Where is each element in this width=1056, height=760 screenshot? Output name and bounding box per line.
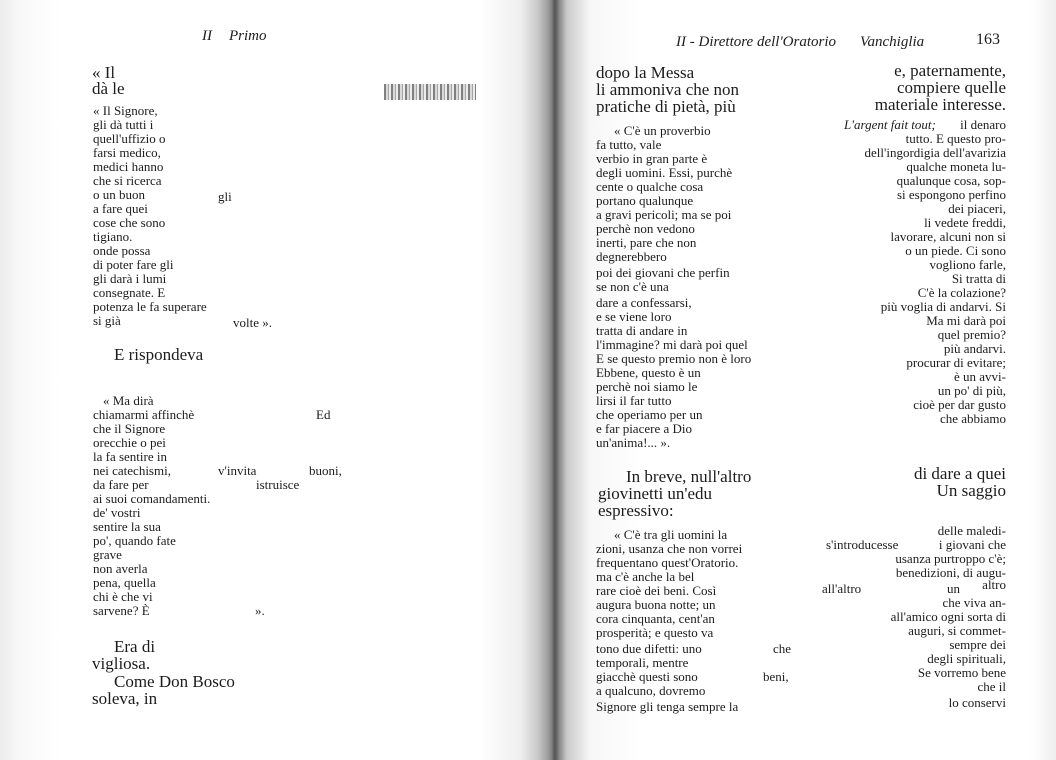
text-line: chiamarmi affinchè	[93, 407, 195, 422]
text-line: o un buon	[93, 187, 145, 202]
text-line: perchè noi siamo le	[596, 379, 698, 394]
text-line: istruisce	[256, 477, 300, 492]
text-line: E se questo premio non è loro	[596, 351, 752, 366]
text-line: dà le	[92, 79, 125, 98]
text-line: dei piaceri,	[948, 201, 1006, 216]
text-line: ai suoi comandamenti.	[93, 491, 211, 506]
text-line: degli uomini. Essi, purchè	[596, 165, 733, 180]
text-line: o un piede. Ci sono	[905, 243, 1006, 258]
text-line: « Ma dirà	[103, 393, 154, 408]
text-line: l'immagine? mi darà poi quel	[596, 337, 748, 352]
text-line: lo conservi	[948, 695, 1006, 710]
text-line: pena, quella	[93, 575, 156, 590]
text-line: In breve, null'altro	[626, 467, 752, 486]
text-line: sempre dei	[949, 637, 1006, 652]
text-line: a qualcuno, dovremo	[596, 683, 706, 698]
text-line: Si tratta di	[951, 271, 1006, 286]
text-line: di poter fare gli	[93, 257, 174, 272]
text-line: che operiamo per un	[596, 407, 703, 422]
text-line: farsi medico,	[93, 145, 161, 160]
text-line: vigliosa.	[92, 654, 151, 673]
italic-phrase: L'argent fait tout;	[844, 117, 936, 132]
text-line: gli darà i lumi	[93, 271, 167, 286]
text-line: che	[773, 641, 792, 656]
text-line: usanza purtroppo c'è;	[895, 551, 1006, 566]
text-line: compiere quelle	[896, 78, 1006, 97]
text-line: tutto. E questo pro-	[905, 131, 1006, 146]
text-line: gli	[218, 189, 232, 204]
text-line: un po' di più,	[937, 383, 1006, 398]
text-line: ma c'è anche la bel	[596, 569, 695, 584]
text-line: vogliono farle,	[929, 257, 1006, 272]
text-line: Come Don Bosco	[114, 672, 235, 691]
text-line: degli spirituali,	[927, 651, 1006, 666]
text-line: quel premio?	[937, 327, 1006, 342]
text-line: Ma mi darà poi	[926, 313, 1006, 328]
text-line: li ammoniva che non	[596, 80, 740, 99]
text-line: più voglia di andarvi. Si	[880, 299, 1006, 314]
text-line: medici hanno	[93, 159, 164, 174]
text-line: non averla	[93, 561, 148, 576]
text-line: po', quando fate	[93, 533, 176, 548]
text-line: « C'è un proverbio	[614, 123, 711, 138]
text-line: lavorare, alcuni non si	[890, 229, 1006, 244]
text-line: inerti, pare che non	[596, 235, 697, 250]
text-line: E rispondeva	[114, 345, 204, 364]
text-line: auguri, si commet-	[908, 623, 1006, 638]
text-line: prosperità; e questo va	[596, 625, 714, 640]
text-line: C'è la colazione?	[917, 285, 1006, 300]
text-line: « Il	[92, 63, 116, 82]
text-line: e se viene loro	[596, 309, 672, 324]
text-line: a fare quei	[93, 201, 148, 216]
text-line: soleva, in	[92, 689, 158, 708]
text-line: che il Signore	[93, 421, 166, 436]
text-line: che abbiamo	[939, 411, 1006, 426]
text-line: nei catechismi,	[93, 463, 171, 478]
text-line: cose che sono	[93, 215, 166, 230]
text-line: a gravi pericoli; ma se poi	[596, 207, 732, 222]
text-line: Se vorremo bene	[917, 665, 1006, 680]
text-line: un'anima!... ».	[596, 435, 671, 450]
text-line: quell'uffizio o	[93, 131, 166, 146]
text-line: tigiano.	[93, 229, 133, 244]
text-line: è un avvi-	[954, 369, 1006, 384]
text-line: tono due difetti: uno	[596, 641, 702, 656]
text-line: più andarvi.	[943, 341, 1006, 356]
text-line: dopo la Messa	[596, 63, 695, 82]
text-line: « Il Signore,	[93, 103, 158, 118]
text-line: qualunque cosa, sop-	[896, 173, 1006, 188]
text-line: cente o qualche cosa	[596, 179, 704, 194]
text-line: cora cinquanta, cent'an	[596, 611, 715, 626]
text-line: verbio in gran parte è	[596, 151, 708, 166]
text-line: consegnate. E	[93, 285, 166, 300]
text-line: volte ».	[233, 315, 272, 330]
text-line: « C'è tra gli uomini la	[614, 527, 728, 542]
text-line: all'amico ogni sorta di	[890, 609, 1006, 624]
running-head-chapter: II - Direttore dell'Oratorio	[676, 34, 836, 50]
text-line: e, paternamente,	[894, 61, 1006, 80]
text-line: giacchè questi sono	[596, 669, 698, 684]
text-line: augura buona notte; un	[596, 597, 716, 612]
text-line: all'altro	[822, 581, 862, 596]
text-line: giovinetti un'edu	[598, 484, 713, 503]
text-line: orecchie o pei	[93, 435, 166, 450]
text-line: procurar di evitare;	[906, 355, 1006, 370]
text-line: li vedete freddi,	[924, 215, 1006, 230]
text-line: beni,	[763, 669, 789, 684]
text-line: che viva an-	[942, 595, 1006, 610]
text-line: un	[947, 581, 960, 596]
text-line: Ebbene, questo è un	[596, 365, 701, 380]
text-line: zioni, usanza che non vorrei	[596, 541, 743, 556]
text-line: poi dei giovani che perfin	[596, 265, 730, 280]
text-line: frequentano quest'Oratorio.	[596, 555, 739, 570]
text-line: dell'ingordigia dell'avarizia	[864, 145, 1006, 160]
text-line: degnerebbero	[596, 249, 667, 264]
text-line: cioè per dar gusto	[913, 397, 1006, 412]
text-line: chi è che vi	[93, 589, 153, 604]
text-line: si già	[93, 313, 121, 328]
text-line: ».	[255, 603, 265, 618]
text-line: delle maledi-	[937, 523, 1006, 538]
text-line: che si ricerca	[93, 173, 162, 188]
text-line: se non c'è una	[596, 279, 669, 294]
text-line: onde possa	[93, 243, 151, 258]
text-line: lirsi il far tutto	[596, 393, 672, 408]
text-line: sentire la sua	[93, 519, 161, 534]
text-line: e far piacere a Dio	[596, 421, 692, 436]
text-line: Un saggio	[936, 481, 1006, 500]
text-line: da fare per	[93, 477, 149, 492]
text-line: s'introducesse	[826, 537, 899, 552]
text-line: il denaro	[960, 117, 1006, 132]
page-number: 163	[976, 31, 1000, 48]
text-line: dare a confessarsi,	[596, 295, 692, 310]
text-line: pratiche di pietà, più	[596, 97, 736, 116]
text-line: rare cioè dei beni. Così	[596, 583, 717, 598]
text-line: qualche moneta lu-	[906, 159, 1006, 174]
text-line: perchè non vedono	[596, 221, 695, 236]
text-line: Ed	[316, 407, 331, 422]
text-line: grave	[93, 547, 122, 562]
text-line: che il	[977, 679, 1006, 694]
text-line: gli dà tutti i	[93, 117, 154, 132]
text-line: benedizioni, di augu-	[895, 565, 1006, 580]
text-line: temporali, mentre	[596, 655, 689, 670]
text-line: la fa sentire in	[93, 449, 167, 464]
running-head-place: Vanchiglia	[860, 34, 925, 50]
text-line: portano qualunque	[596, 193, 694, 208]
running-head-title: Primo	[229, 28, 267, 44]
text-line: potenza le fa superare	[93, 299, 207, 314]
text-line: sarvene? È	[93, 603, 150, 618]
text-line: i giovani che	[938, 537, 1006, 552]
text-line: materiale interesse.	[874, 95, 1006, 114]
text-line: de' vostri	[93, 505, 141, 520]
text-line: fa tutto, vale	[596, 137, 662, 152]
text-line: v'invita	[218, 463, 257, 478]
text-line: si espongono perfino	[896, 187, 1006, 202]
text-line: Signore gli tenga sempre la	[596, 699, 739, 714]
text-line: espressivo:	[598, 501, 674, 520]
text-line: di dare a quei	[913, 464, 1006, 483]
text-line: Era di	[114, 637, 156, 656]
text-line: altro	[982, 577, 1006, 592]
text-line: tratta di andare in	[596, 323, 688, 338]
text-line: buoni,	[309, 463, 342, 478]
running-head-chapter: II	[202, 28, 212, 44]
